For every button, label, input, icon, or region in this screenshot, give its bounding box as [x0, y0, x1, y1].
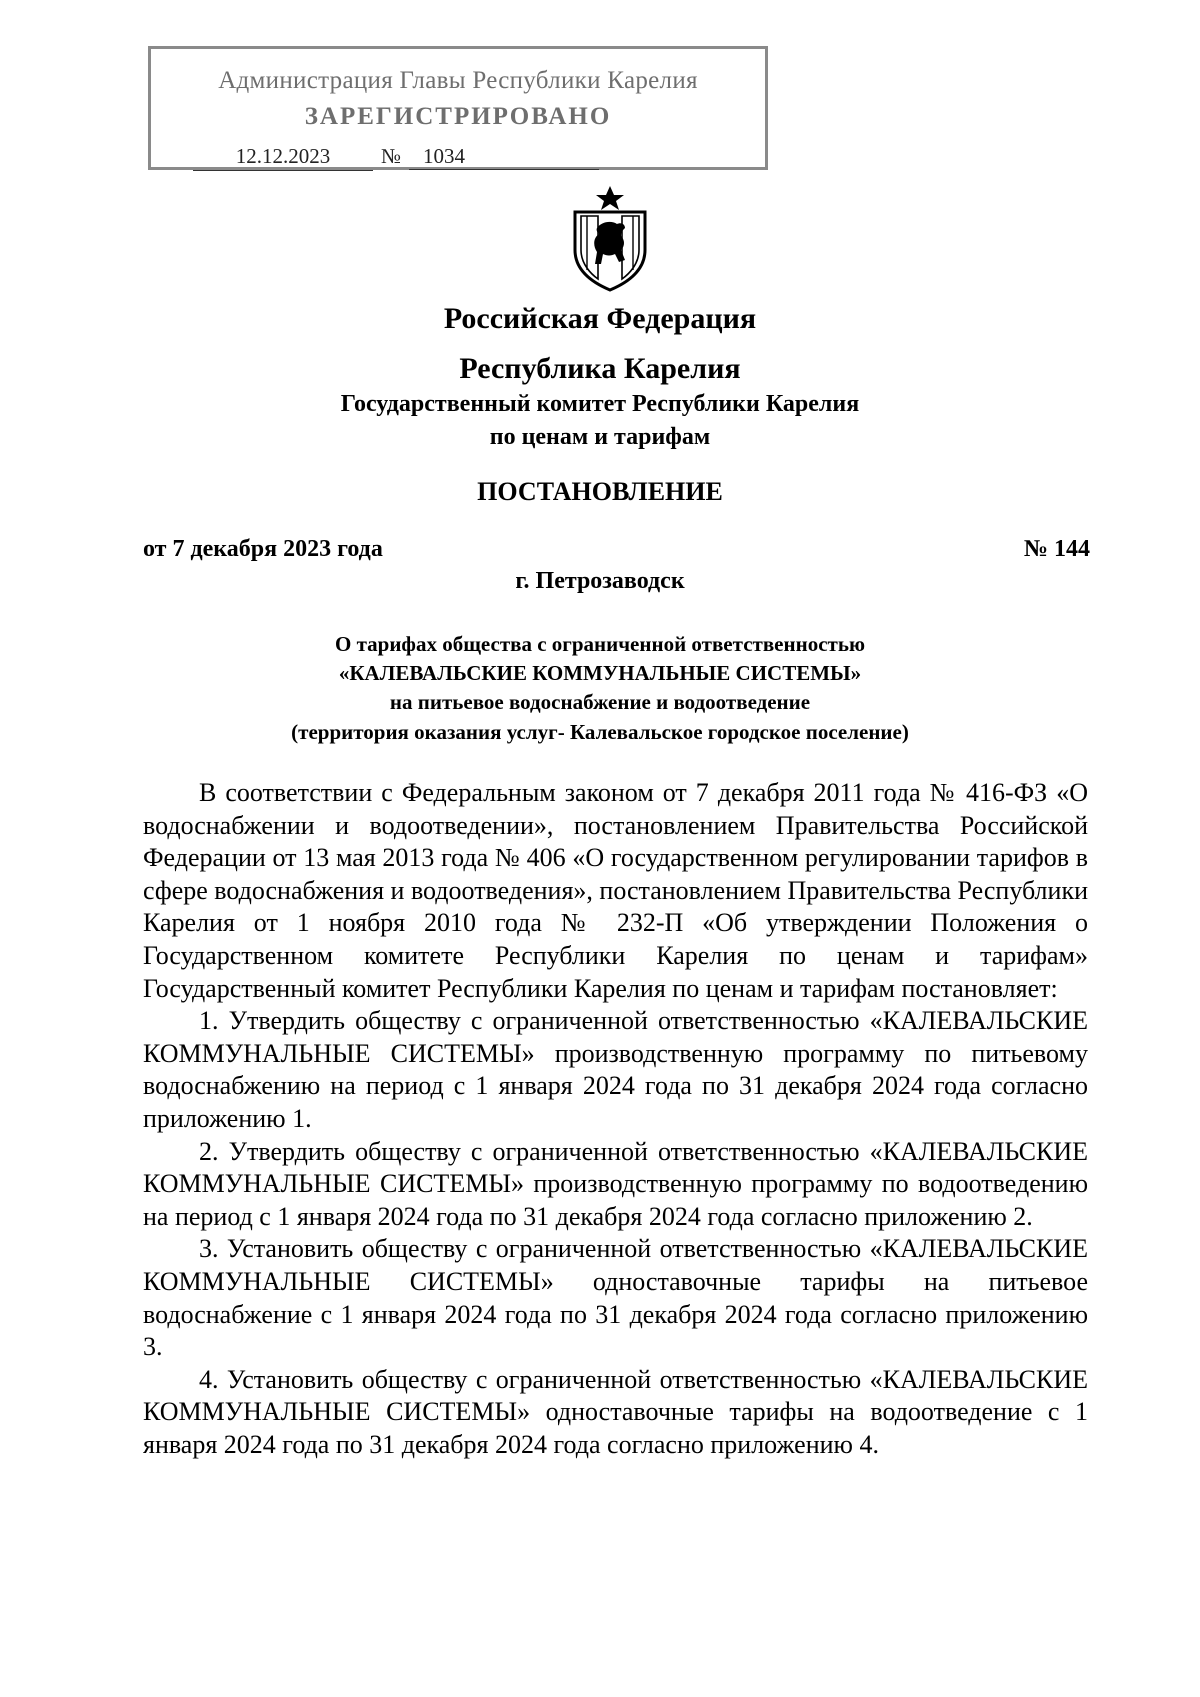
- committee-title-line2: по ценам и тарифам: [489, 424, 711, 450]
- document-body: [143, 777, 1088, 1461]
- resolution-item-3: 3. Установить обществу с ограниченной ответственностью «КАЛЕВАЛЬСКИЕ КОММУНАЛЬНЫЕ СИСТЕМЫ» одноставочные тарифы на питьевое водоснабжение с 1 января 2024 года по 31 декабря 2024 года согласно приложению 3.: [143, 1234, 1088, 1362]
- preamble-paragraph: В соответствии с Федеральным законом от 7 декабря 2011 года № 416-ФЗ «О водоснабжении и водоотведении», постановлением Правительства Российской Федерации от 13 мая 2013 года № 406 «О государственном регулировании тарифов в сфере водоснабжения и водоотведения», постановлением Правительства Республики Карелия от 1 ноября 2010 года № 232-П «Об утверждении Положения о Государственном комитете Республики Карелия по ценам и тарифам» Государственный комитет Республики Карелия по ценам и тарифам постановляет:: [143, 778, 1088, 1003]
- subject-line1: О тарифах общества с ограниченной ответственностью: [334, 632, 865, 656]
- registration-stamp: [148, 46, 768, 170]
- subject-line4: (территория оказания услуг- Калевальское городское поселение): [291, 720, 909, 744]
- subject-line2: «КАЛЕВАЛЬСКИЕ КОММУНАЛЬНЫЕ СИСТЕМЫ»: [338, 661, 862, 685]
- karelia-coat-of-arms-icon: [567, 184, 653, 292]
- resolution-item-4: 4. Установить обществу с ограниченной ответственностью «КАЛЕВАЛЬСКИЕ КОММУНАЛЬНЫЕ СИСТЕМЫ» одноставочные тарифы на водоотведение с 1 января 2024 года по 31 декабря 2024 года согласно приложению 4.: [143, 1364, 1088, 1459]
- resolution-item-1: 1. Утвердить обществу с ограниченной ответственностью «КАЛЕВАЛЬСКИЕ КОММУНАЛЬНЫЕ СИСТЕМЫ» производственную программу по питьевому водоснабжению на период с 1 января 2024 года по 31 декабря 2024 года согласно приложению 1.: [143, 1006, 1088, 1133]
- resolution-item-2: 2. Утвердить обществу с ограниченной ответственностью «КАЛЕВАЛЬСКИЕ КОММУНАЛЬНЫЕ СИСТЕМЫ» производственную программу по водоотведению на период с 1 января 2024 года по 31 декабря 2024 года согласно приложению 2.: [143, 1136, 1088, 1231]
- stamp-number-sign: №: [381, 144, 402, 168]
- document-date: от 7 декабря 2023 года: [143, 536, 383, 562]
- document-number: № 144: [1023, 536, 1090, 562]
- document-city: г. Петрозаводск: [515, 568, 685, 594]
- stamp-organization: Администрация Главы Республики Карелия: [218, 67, 698, 94]
- stamp-status: ЗАРЕГИСТРИРОВАНО: [304, 103, 612, 130]
- stamp-number: 1034: [409, 144, 599, 170]
- committee-title-line1: Государственный комитет Республики Карелия: [340, 391, 860, 417]
- country-title: Российская Федерация: [443, 302, 757, 335]
- subject-line3: на питьевое водоснабжение и водоотведение: [389, 690, 811, 714]
- republic-title: Республика Карелия: [459, 352, 741, 385]
- document-type: ПОСТАНОВЛЕНИЕ: [477, 477, 723, 506]
- stamp-date: 12.12.2023: [193, 144, 373, 171]
